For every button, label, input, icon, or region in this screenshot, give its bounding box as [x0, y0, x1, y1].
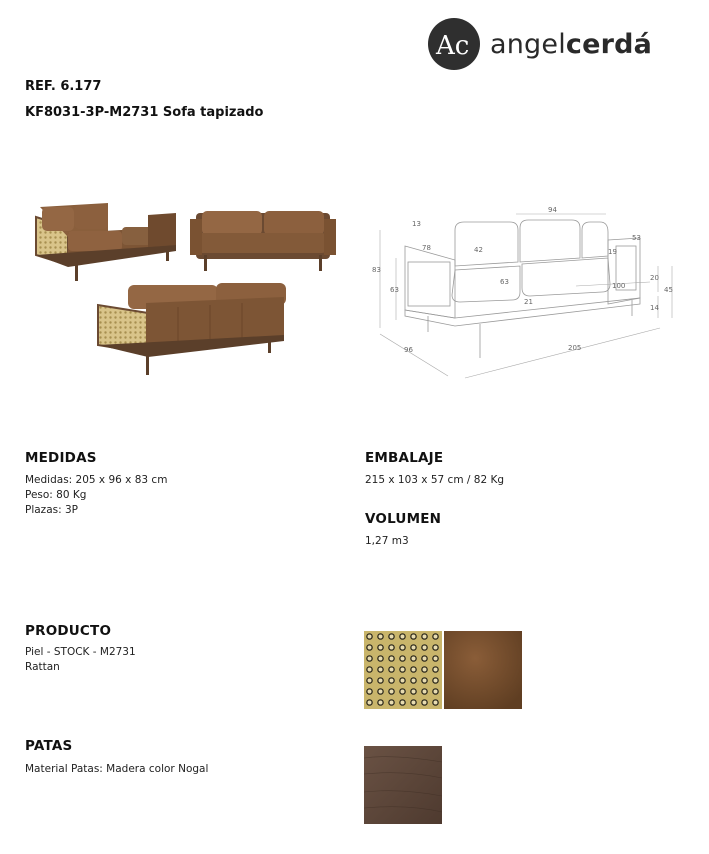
producto-material-1: Piel - STOCK - M2731	[25, 646, 136, 658]
product-name: KF8031-3P-M2731 Sofa tapizado	[25, 105, 264, 120]
svg-text:78: 78	[422, 244, 431, 252]
producto-material-2: Rattan	[25, 661, 60, 673]
svg-text:42: 42	[474, 246, 483, 254]
brand-name-bold: cerdá	[565, 28, 653, 60]
brand-logo	[428, 16, 688, 72]
svg-text:19: 19	[608, 248, 617, 256]
svg-text:96: 96	[404, 346, 413, 354]
svg-text:21: 21	[524, 298, 533, 306]
sofa-photo-angled	[36, 203, 176, 281]
embalaje-value: 215 x 103 x 57 cm / 82 Kg	[365, 474, 505, 486]
dimension-drawing	[360, 200, 680, 390]
svg-text:205: 205	[568, 344, 582, 352]
svg-text:63: 63	[500, 278, 509, 286]
brand-name-light: angel	[490, 28, 566, 60]
medidas-title: MEDIDAS	[25, 450, 97, 466]
svg-text:83: 83	[372, 266, 381, 274]
svg-text:Ac: Ac	[436, 31, 470, 61]
sofa-photo-back	[98, 283, 286, 375]
svg-text:100: 100	[612, 282, 626, 290]
svg-text:14: 14	[650, 304, 659, 312]
leather-swatch	[444, 631, 522, 709]
svg-text:20: 20	[650, 274, 659, 282]
walnut-swatch	[364, 746, 442, 824]
svg-text:45: 45	[664, 286, 673, 294]
embalaje-title: EMBALAJE	[365, 450, 444, 466]
svg-text:63: 63	[390, 286, 399, 294]
patas-material: Material Patas: Madera color Nogal	[25, 763, 209, 775]
medidas-dimensions: Medidas: 205 x 96 x 83 cm	[25, 474, 168, 486]
volumen-value: 1,27 m3	[365, 535, 409, 547]
svg-text:94: 94	[548, 206, 557, 214]
sofa-photo-front	[190, 211, 336, 271]
patas-title: PATAS	[25, 738, 73, 754]
product-reference: REF. 6.177	[25, 79, 102, 94]
product-photos	[28, 185, 338, 395]
svg-text:53: 53	[632, 234, 641, 242]
medidas-weight: Peso: 80 Kg	[25, 489, 87, 501]
volumen-title: VOLUMEN	[365, 511, 442, 527]
svg-text:13: 13	[412, 220, 421, 228]
producto-title: PRODUCTO	[25, 623, 112, 639]
rattan-swatch	[364, 631, 442, 709]
medidas-seats: Plazas: 3P	[25, 504, 78, 516]
brand-monogram-icon	[428, 18, 480, 70]
brand-wordmark	[490, 29, 652, 60]
